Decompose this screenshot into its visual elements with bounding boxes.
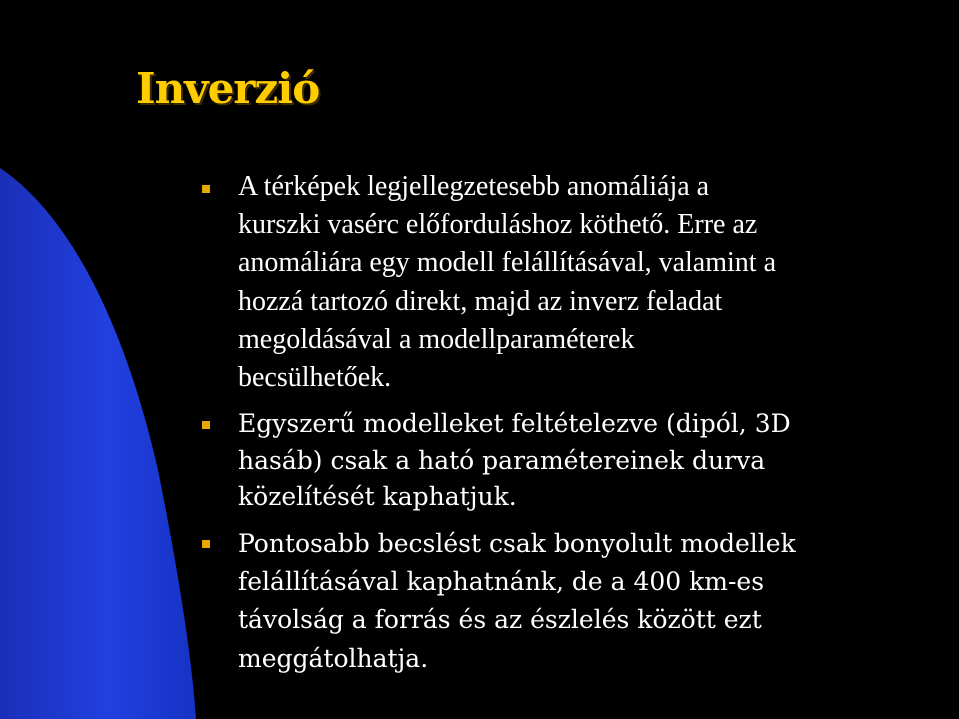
bullet-item [200,168,940,397]
bullet-line: hasáb) csak a ható paramétereinek durva [238,445,766,475]
bullet-list [200,168,940,678]
bullet-line: becsülhetőek. [238,362,392,394]
bullet-item [200,406,940,516]
bullet-item [200,525,940,678]
bullet-line: felállításával kaphatnánk, de a 400 km-es [238,567,765,597]
bullet-text [238,525,940,678]
square-bullet-icon [202,540,210,548]
bullet-line: kurszki vasérc előforduláshoz köthető. Erre az [238,209,758,241]
slide-title: Inverzió [136,64,320,113]
bullet-text [238,406,940,516]
bullet-line: közelítését kaphatjuk. [238,482,517,512]
square-bullet-icon [202,185,210,193]
bullet-line: távolság a forrás és az észlelés között ezt [238,605,762,635]
bullet-line: meggátolhatja. [238,643,429,673]
bullet-line: megoldásával a modellparaméterek [238,323,635,355]
bullet-line: Egyszerű modelleket feltételezve (dipól, 3D [238,409,791,439]
square-bullet-icon [202,421,210,429]
bullet-line: anomáliára egy modell felállításával, valamint a [238,247,777,279]
bullet-line: A térképek legjellegzetesebb anomáliája a [238,171,710,202]
bullet-line: Pontosabb becslést csak bonyolult modellek [238,528,796,558]
blue-arc-shape [0,168,196,719]
bullet-text [238,168,940,397]
bullet-line: hozzá tartozó direkt, majd az inverz feladat [238,285,723,317]
